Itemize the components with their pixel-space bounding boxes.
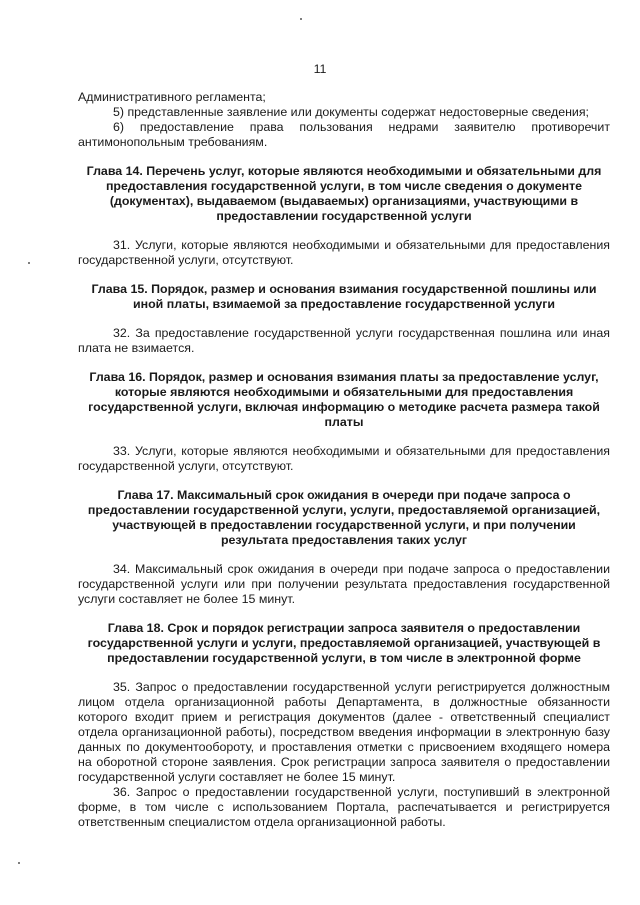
page-number: 11 (313, 62, 327, 76)
paragraph: 32. За предоставление государственной услуги государственная пошлина или иная плата не взимается. (78, 326, 610, 355)
paragraph: 34. Максимальный срок ожидания в очереди при подаче запроса о предоставлении государственной услуги или при получении результата предоставления государственной услуги составляет не более 15 минут. (78, 562, 610, 606)
paragraph: 6) предоставление права пользования недрами заявителю противоречит антимонопольным требованиям. (78, 120, 610, 149)
document-body (78, 90, 610, 830)
chapter-heading-17: Глава 17. Максимальный срок ожидания в очереди при подаче запроса о предоставлении государственной услуги, услуги, предоставляемой организацией, участвующей в предоставлении государственной услуги, и при получении результата предоставления таких услуг (87, 488, 601, 547)
chapter-heading-18: Глава 18. Срок и порядок регистрации запроса заявителя о предоставлении государственной услуги и услуги, предоставляемой организацией, участвующей в предоставлении государственной услуги, в том числе в электронной форме (87, 621, 601, 665)
chapter-heading-15: Глава 15. Порядок, размер и основания взимания государственной пошлины или иной платы, взимаемой за предоставление государственной услуги (91, 282, 597, 311)
paragraph: 33. Услуги, которые являются необходимыми и обязательными для предоставления государственной услуги, отсутствуют. (78, 444, 610, 473)
scan-speck (18, 862, 20, 864)
paragraph: Административного регламента; (78, 90, 266, 104)
scan-speck (28, 262, 30, 264)
paragraph: 36. Запрос о предоставлении государственной услуги, поступивший в электронной форме, в том числе с использованием Портала, распечатывается и регистрируется ответственным специалистом отдела организационной работы. (78, 785, 610, 829)
paragraph: 5) представленные заявление или документы содержат недостоверные сведения; (113, 105, 589, 119)
chapter-heading-14: Глава 14. Перечень услуг, которые являются необходимыми и обязательными для предоставления государственной услуги, в том числе сведения о документе (документах), выдаваемом (выдаваемых) организациями, участвующими в предоставлении государственной услуги (86, 164, 602, 223)
paragraph: 31. Услуги, которые являются необходимыми и обязательными для предоставления государственной услуги, отсутствуют. (78, 238, 610, 267)
scan-speck (300, 18, 302, 20)
paragraph: 35. Запрос о предоставлении государственной услуги регистрируется должностным лицом отдела организационной работы Департамента, в должностные обязанности которого входит прием и регистрация документов (далее - ответственный специалист отдела организационной работы), посредством введения информации в электронную базу данных по документообороту, и проставления отметки с присвоением входящего номера на оборотной стороне заявления. Срок регистрации запроса заявителя о предоставлении государственной услуги составляет не более 15 минут. (78, 680, 610, 784)
chapter-heading-16: Глава 16. Порядок, размер и основания взимания платы за предоставление услуг, которые являются необходимыми и обязательными для предоставления государственной услуги, включая информацию о методике расчета размера такой платы (88, 370, 600, 429)
